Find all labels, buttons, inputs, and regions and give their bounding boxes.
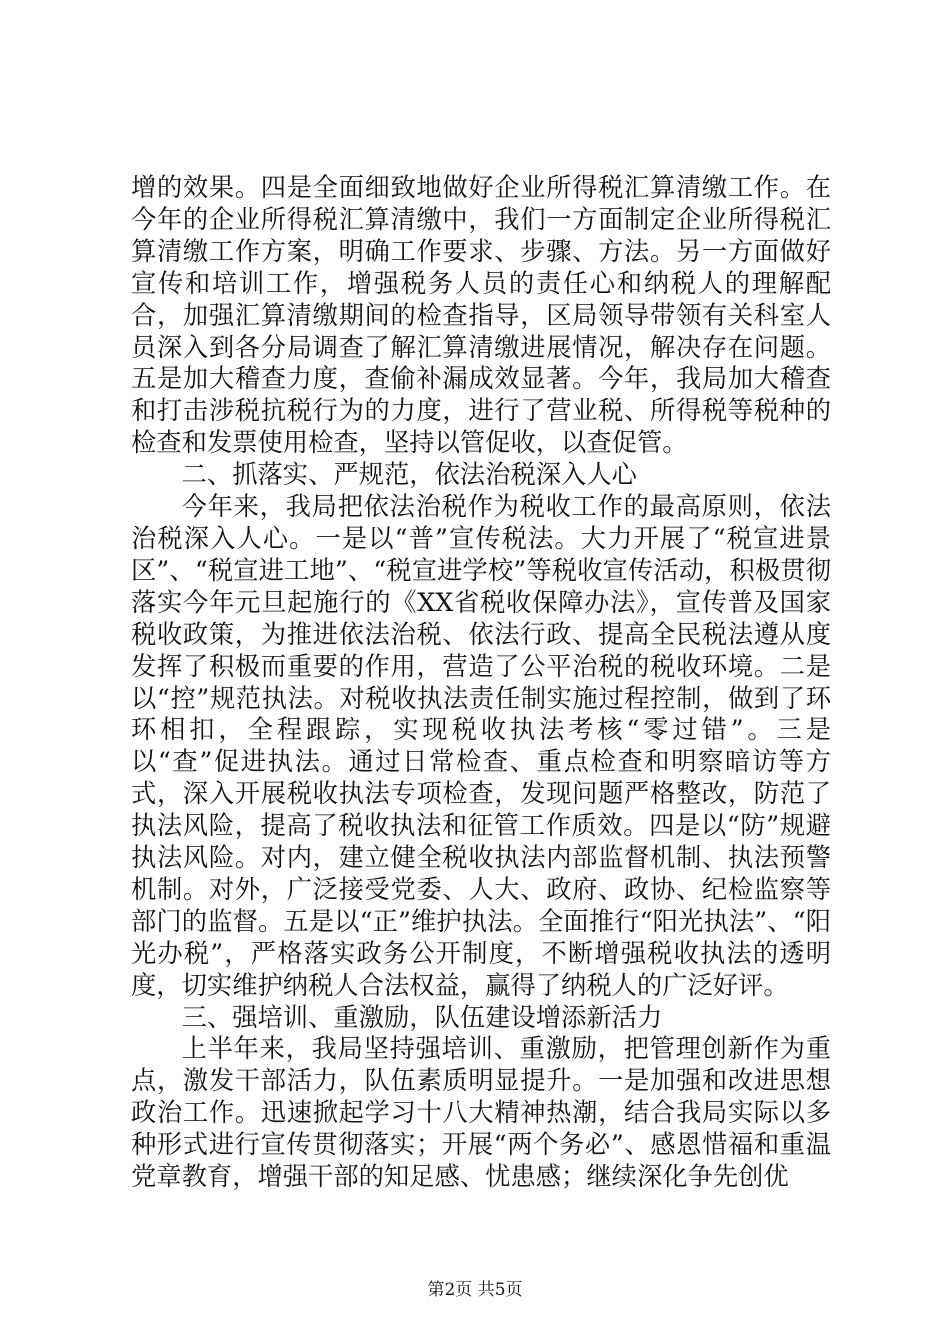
paragraph-continuation: 增的效果。四是全面细致地做好企业所得税汇算清缴工作。在今年的企业所得税汇算清缴中，我们一方面制定企业所得税汇算清缴工作方案，明确工作要求、步骤、方法。另一方面做好宣传和培训工作，增强税务人员的责任心和纳税人的理解配合，加强汇算清缴期间的检查指导，区局领导带领有关科室人员深入到各分局调查了解汇算清缴进展情况，解决存在问题。五是加大稽查力度，查偷补漏成效显著。今年，我局加大稽查和打击涉税抗税行为的力度，进行了营业税、所得税等税种的检查和发票使用检查，坚持以管促收，以查促管。 [131,173,831,458]
paragraph-rule-of-law: 今年来，我局把依法治税作为税收工作的最高原则，依法治税深入人心。一是以“普”宣传税法。大力开展了“税宣进景区”、“税宣进工地”、“税宣进学校”等税收宣传活动，积极贯彻落实今年元旦起施行的《XX省税收保障办法》，宣传普及国家税收政策，为推进依法治税、依法行政、提高全民税法遵从度发挥了积极而重要的作用，营造了公平治税的税收环境。二是以“控”规范执法。对税收执法责任制实施过程控制，做到了环环相扣，全程跟踪，实现税收执法考核“零过错”。三是以“查”促进执法。通过日常检查、重点检查和明察暗访等方式，深入开展税收执法专项检查，发现问题严格整改，防范了执法风险，提高了税收执法和征管工作质效。四是以“防”规避执法风险。对内，建立健全税收执法内部监督机制、执法预警机制。对外，广泛接受党委、人大、政府、政协、纪检监察等部门的监督。五是以“正”维护执法。全面推行“阳光执法”、“阳光办税”，严格落实政务公开制度，不断增强税收执法的透明度，切实维护纳税人合法权益，赢得了纳税人的广泛好评。 [131,492,831,1000]
paragraph-training: 上半年来，我局坚持强培训、重激励，把管理创新作为重点，激发干部活力，队伍素质明显提升。一是加强和改进思想政治工作。迅速掀起学习十八大精神热潮，结合我局实际以多种形式进行宣传贯彻落实；开展“两个务必”、感恩惜福和重温党章教育，增强干部的知足感、忧患感；继续深化争先创优 [131,1034,831,1192]
document-body [131,172,831,1193]
section-heading-3: 三、强培训、重激励，队伍建设增添新活力 [181,1002,663,1032]
page-number-footer: 第2页 共5页 [427,1280,523,1300]
section-heading-2: 二、抓落实、严规范，依法治税深入人心 [181,460,637,490]
